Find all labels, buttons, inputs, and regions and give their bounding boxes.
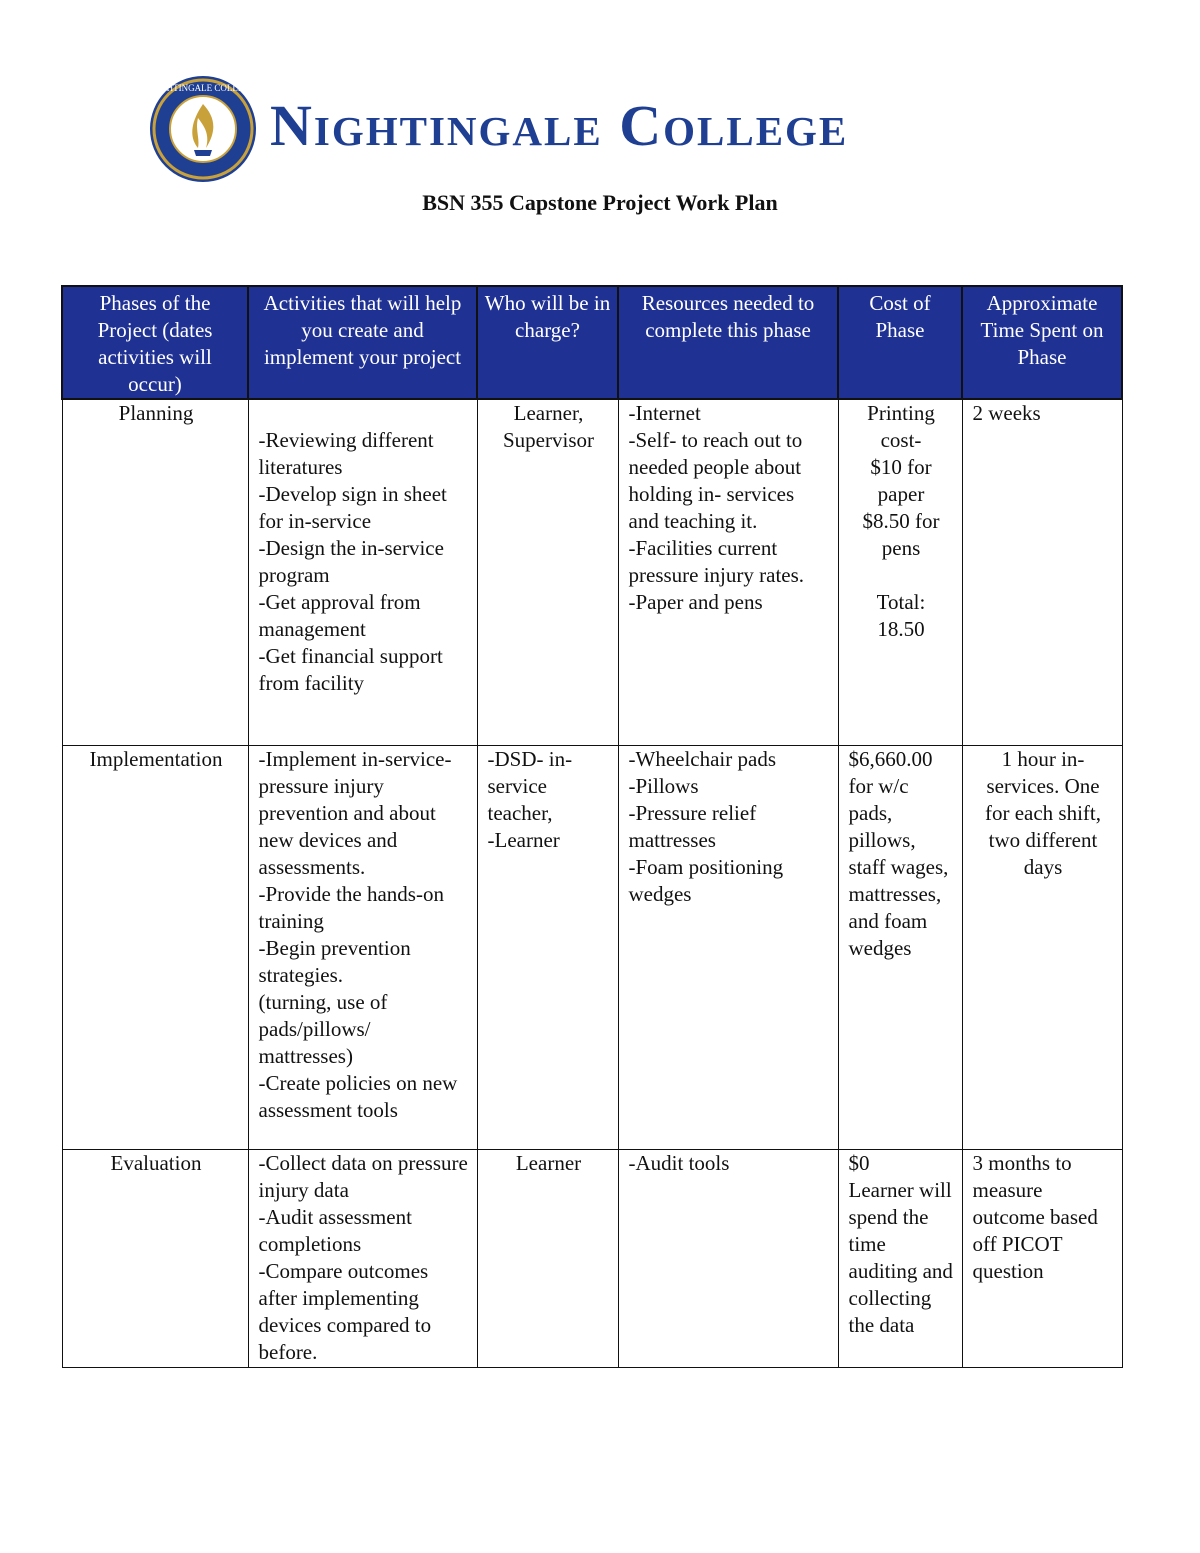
in-charge-cell: -DSD- in-service teacher, -Learner xyxy=(477,745,618,1149)
page-title: BSN 355 Capstone Project Work Plan xyxy=(422,190,778,215)
cost-cell: $6,660.00 for w/c pads, pillows, staff wages, mattresses, and foam wedges xyxy=(838,745,962,1149)
activities-cell: -Collect data on pressure injury data -Audit assessment completions -Compare outcomes after implementing devices compared to before. xyxy=(248,1149,477,1367)
header-resources: Resources needed to complete this phase xyxy=(618,286,838,399)
table-row xyxy=(62,399,1122,745)
work-plan-table xyxy=(61,285,1123,1368)
time-cell: 1 hour in-services. One for each shift, two different days xyxy=(962,745,1122,1149)
header-cost: Cost of Phase xyxy=(838,286,962,399)
activities-cell: -Implement in-service- pressure injury prevention and about new devices and assessments. -Provide the hands-on training -Begin prevention strategies. (turning, use of pads/pillows/ mattresses) -Create policies on new assessment tools xyxy=(248,745,477,1149)
activities-cell: -Reviewing different literatures -Develop sign in sheet for in-service -Design the in-service program -Get approval from management -Get financial support from facility xyxy=(248,399,477,745)
resources-cell: -Audit tools xyxy=(618,1149,838,1367)
time-cell: 3 months to measure outcome based off PICOT question xyxy=(962,1149,1122,1367)
cost-cell: Printing cost- $10 for paper $8.50 for pens Total: 18.50 xyxy=(838,399,962,745)
header-phases: Phases of the Project (dates activities will occur) xyxy=(62,286,248,399)
college-logo xyxy=(148,74,1058,184)
header-activities: Activities that will help you create and implement your project xyxy=(248,286,477,399)
time-cell: 2 weeks xyxy=(962,399,1122,745)
table-header-row xyxy=(62,286,1122,399)
resources-cell: -Wheelchair pads -Pillows -Pressure relief mattresses -Foam positioning wedges xyxy=(618,745,838,1149)
header-time: Approximate Time Spent on Phase xyxy=(962,286,1122,399)
table-row xyxy=(62,1149,1122,1367)
cost-cell: $0 Learner will spend the time auditing and collecting the data xyxy=(838,1149,962,1367)
table-row xyxy=(62,745,1122,1149)
in-charge-cell: Learner xyxy=(477,1149,618,1367)
seal-text: NIGHTINGALE COLLEGE xyxy=(150,83,256,93)
phase-cell: Implementation xyxy=(62,745,248,1149)
phase-cell: Planning xyxy=(62,399,248,745)
in-charge-cell: Learner, Supervisor xyxy=(477,399,618,745)
phase-cell: Evaluation xyxy=(62,1149,248,1367)
header-in-charge: Who will be in charge? xyxy=(477,286,618,399)
college-name: Nightingale College xyxy=(270,93,849,158)
college-seal-icon xyxy=(148,74,258,184)
resources-cell: -Internet -Self- to reach out to needed people about holding in- services and teaching it. -Facilities current pressure injury rates. -Paper and pens xyxy=(618,399,838,745)
